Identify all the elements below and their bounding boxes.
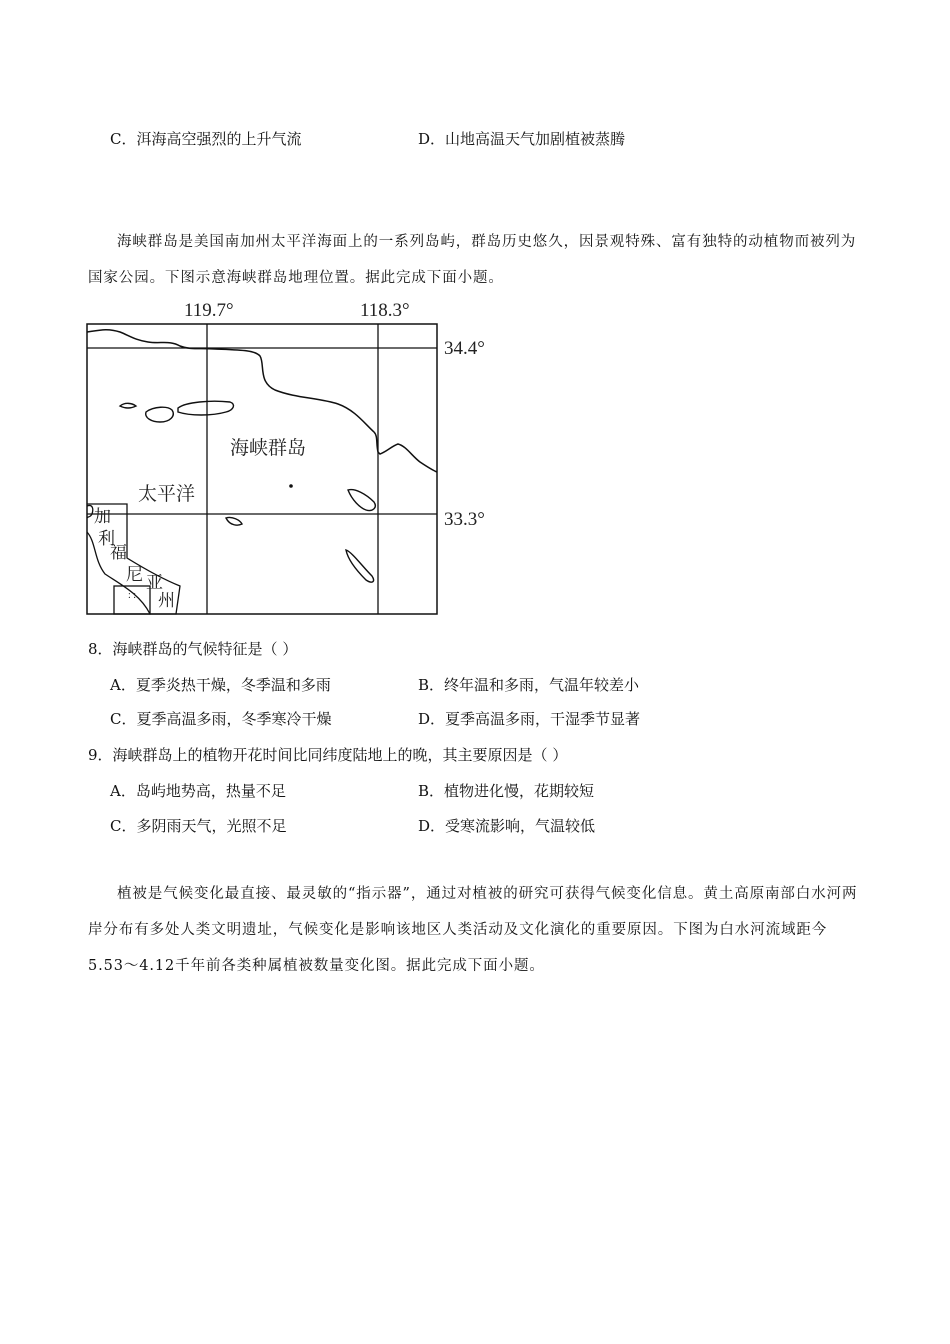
island-santa-cruz xyxy=(178,401,233,415)
question-9-option-b[interactable]: B．植物进化慢，花期较短 xyxy=(418,782,595,800)
question-8-stem: 8．海峡群岛的气候特征是（ ） xyxy=(88,640,298,658)
map-label-islands: 海峡群岛 xyxy=(230,438,307,459)
question-8-option-d[interactable]: D．夏季高温多雨，干湿季节显著 xyxy=(418,710,641,728)
island-santa-barbara xyxy=(226,517,242,525)
option-prev-c: C．洱海高空强烈的上升气流 xyxy=(110,130,302,148)
passage-1-text: 海峡群岛是美国南加州太平洋海面上的一系列岛屿，群岛历史悠久，因景观特殊、富有独特的动植物而被列为国家公园。下图示意海峡群岛地理位置。据此完成下面小题。 xyxy=(88,234,857,286)
state-char-6: 州 xyxy=(158,591,175,610)
question-8-option-b[interactable]: B．终年温和多雨，气温年较差小 xyxy=(418,676,640,694)
state-char-5: 亚 xyxy=(146,573,163,592)
passage-channel-islands xyxy=(88,224,858,296)
passage-2-text: 植被是气候变化最直接、最灵敏的“指示器”，通过对植被的研究可获得气候变化信息。黄土高原南部白水河两岸分布有多处人类文明遗址，气候变化是影响该地区人类活动及文化演化的重要原因。下图为白水河流域距今5.53～4.12千年前各类种属植被数量变化图。据此完成下面小题。 xyxy=(88,886,858,974)
passage-vegetation xyxy=(88,876,858,984)
question-9-option-c[interactable]: C．多阴雨天气，光照不足 xyxy=(110,817,287,835)
longitude-label-left: 119.7° xyxy=(184,300,234,321)
map-label-ocean: 太平洋 xyxy=(138,484,196,505)
island-santa-catalina xyxy=(348,490,375,511)
island-santa-rosa xyxy=(146,407,174,422)
inset-dots: : : xyxy=(128,590,137,601)
island-san-clemente xyxy=(346,550,374,582)
state-char-1: 加 xyxy=(94,507,111,526)
inset-coast xyxy=(87,505,93,518)
latitude-label-bottom: 33.3° xyxy=(444,509,485,530)
channel-islands-map xyxy=(80,294,510,624)
question-8-option-a[interactable]: A．夏季炎热干燥，冬季温和多雨 xyxy=(110,676,331,694)
option-prev-d: D．山地高温天气加剧植被蒸腾 xyxy=(418,130,626,148)
latitude-label-top: 34.4° xyxy=(444,338,485,359)
longitude-label-right: 118.3° xyxy=(360,300,410,321)
question-9-option-a[interactable]: A．岛屿地势高，热量不足 xyxy=(110,782,286,800)
question-9-option-d[interactable]: D．受寒流影响，气温较低 xyxy=(418,817,596,835)
state-char-3: 福 xyxy=(110,543,127,562)
island-san-miguel xyxy=(120,403,136,408)
question-9-stem: 9．海峡群岛上的植物开花时间比同纬度陆地上的晚，其主要原因是（ ） xyxy=(88,746,568,764)
question-8-option-c[interactable]: C．夏季高温多雨，冬季寒冷干燥 xyxy=(110,710,332,728)
state-char-2: 利 xyxy=(98,529,115,548)
island-dot xyxy=(289,484,293,488)
state-char-4: 尼 xyxy=(126,565,143,584)
